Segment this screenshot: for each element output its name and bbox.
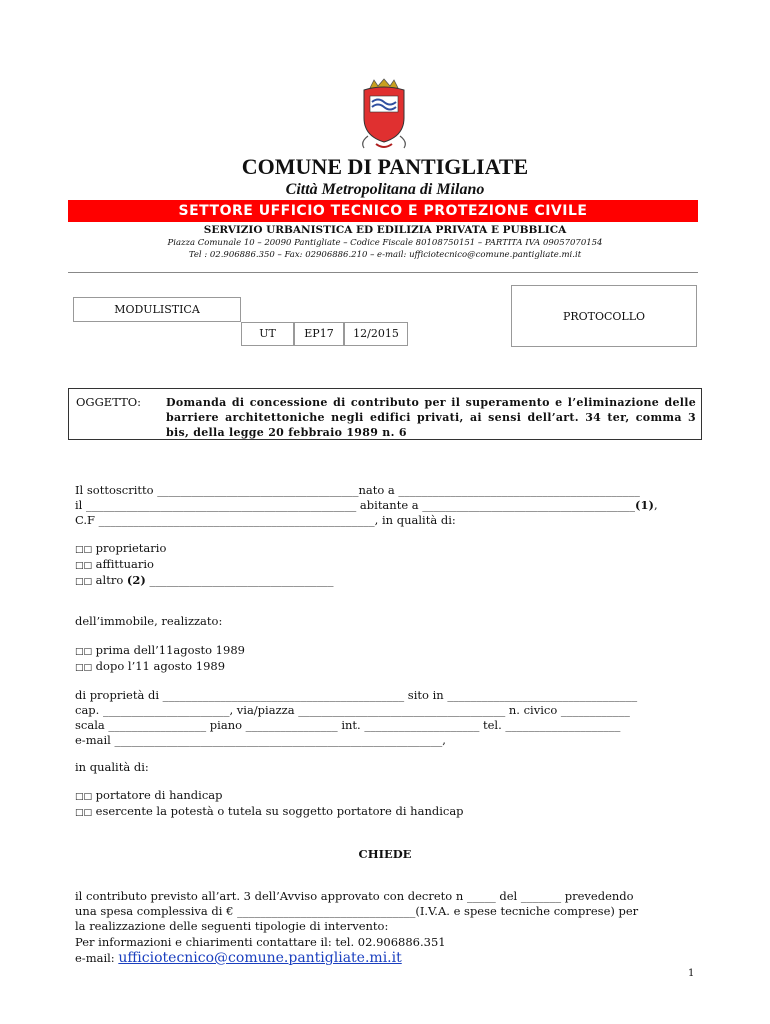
form-line-abitante: il _______________________________________________ abitante a _____________________________________(1), [75, 498, 658, 512]
chiede-paragraph-line1: il contributo previsto all’art. 3 dell’Avviso approvato con decreto n _____ del _______ prevedendo [75, 889, 634, 903]
page-title: COMUNE DI PANTIGLIATE [241, 154, 529, 179]
form-line-cf: C.F ________________________________________________, in qualità di: [75, 513, 456, 527]
chiede-paragraph-line2: una spesa complessiva di € _______________________________(I.V.A. e spese tecniche comprese) per [75, 904, 639, 918]
immobile-label: dell’immobile, realizzato: [75, 614, 223, 628]
chiede-heading: CHIEDE [358, 847, 412, 861]
protocollo-box: PROTOCOLLO [511, 285, 697, 347]
header-divider [68, 272, 698, 273]
chiede-paragraph-line3: la realizzazione delle seguenti tipologie di intervento: [75, 919, 389, 933]
form-line-scala: scala _________________ piano ________________ int. ____________________ tel. ____________________ [75, 718, 621, 732]
handicap-item-portatore[interactable]: □□ portatore di handicap [75, 788, 223, 802]
checkbox-icon[interactable]: □□ [75, 663, 93, 673]
qualita-label: in qualità di: [75, 760, 149, 774]
info-line: Per informazioni e chiarimenti contattare il: tel. 02.906886.351 [75, 935, 446, 949]
oggetto-text: Domanda di concessione di contributo per il superamento e l’eliminazione delle barriere architettoniche negli edifici privati, ai sensi dell’art. 34 ter, comma 3 bis, della legge 20 febbraio 1989 n. 6 [166, 396, 696, 439]
checkbox-icon[interactable]: □□ [75, 647, 93, 657]
modulistica-box: MODULISTICA [73, 297, 241, 322]
address-line: Piazza Comunale 10 – 20090 Pantigliate – Codice Fiscale 80108750151 – PARTITA IVA 09057070154 [167, 238, 603, 248]
form-line-cap: cap. ______________________, via/piazza ____________________________________ n. civico ____________ [75, 703, 630, 717]
checkbox-icon[interactable]: □□ [75, 792, 93, 802]
email-link[interactable]: ufficiotecnico@comune.pantigliate.mi.it [118, 950, 402, 966]
municipal-crest-logo [356, 78, 412, 150]
checkbox-icon[interactable]: □□ [75, 561, 93, 571]
checkbox-icon[interactable]: □□ [75, 545, 93, 555]
code-ut: UT [241, 322, 294, 346]
checkbox-icon[interactable]: □□ [75, 577, 93, 587]
page-subtitle: Città Metropolitana di Milano [285, 181, 485, 198]
form-line-email: e-mail _________________________________________________________, [75, 733, 446, 747]
date-item-prima[interactable]: □□ prima dell’11agosto 1989 [75, 643, 245, 657]
date-item-dopo[interactable]: □□ dopo l’11 agosto 1989 [75, 659, 226, 673]
checkbox-icon[interactable]: □□ [75, 808, 93, 818]
code-date: 12/2015 [344, 322, 408, 346]
form-line-proprieta: di proprietà di __________________________________________ sito in _________________________________ [75, 688, 638, 702]
oggetto-label: OGGETTO: [76, 395, 142, 409]
email-line: e-mail: ufficiotecnico@comune.pantigliate.mi.it [75, 950, 402, 966]
role-item-proprietario[interactable]: □□ proprietario [75, 541, 167, 555]
code-ep17: EP17 [294, 322, 344, 346]
contacts-line: Tel : 02.906886.350 – Fax: 02906886.210 – e-mail: ufficiotecnico@comune.pantigliate.mi.it [188, 250, 582, 260]
page-number: 1 [688, 968, 695, 979]
handicap-item-esercente[interactable]: □□ esercente la potestà o tutela su soggetto portatore di handicap [75, 804, 464, 818]
form-line-sottoscritto: Il sottoscritto ___________________________________nato a __________________________________________ [75, 483, 640, 497]
servizio-heading: SERVIZIO URBANISTICA ED EDILIZIA PRIVATA E PUBBLICA [203, 224, 567, 236]
role-item-altro[interactable]: □□ altro (2) ________________________________ [75, 573, 334, 587]
role-item-affittuario[interactable]: □□ affittuario [75, 557, 154, 571]
settore-banner: SETTORE UFFICIO TECNICO E PROTEZIONE CIVILE [68, 200, 698, 222]
